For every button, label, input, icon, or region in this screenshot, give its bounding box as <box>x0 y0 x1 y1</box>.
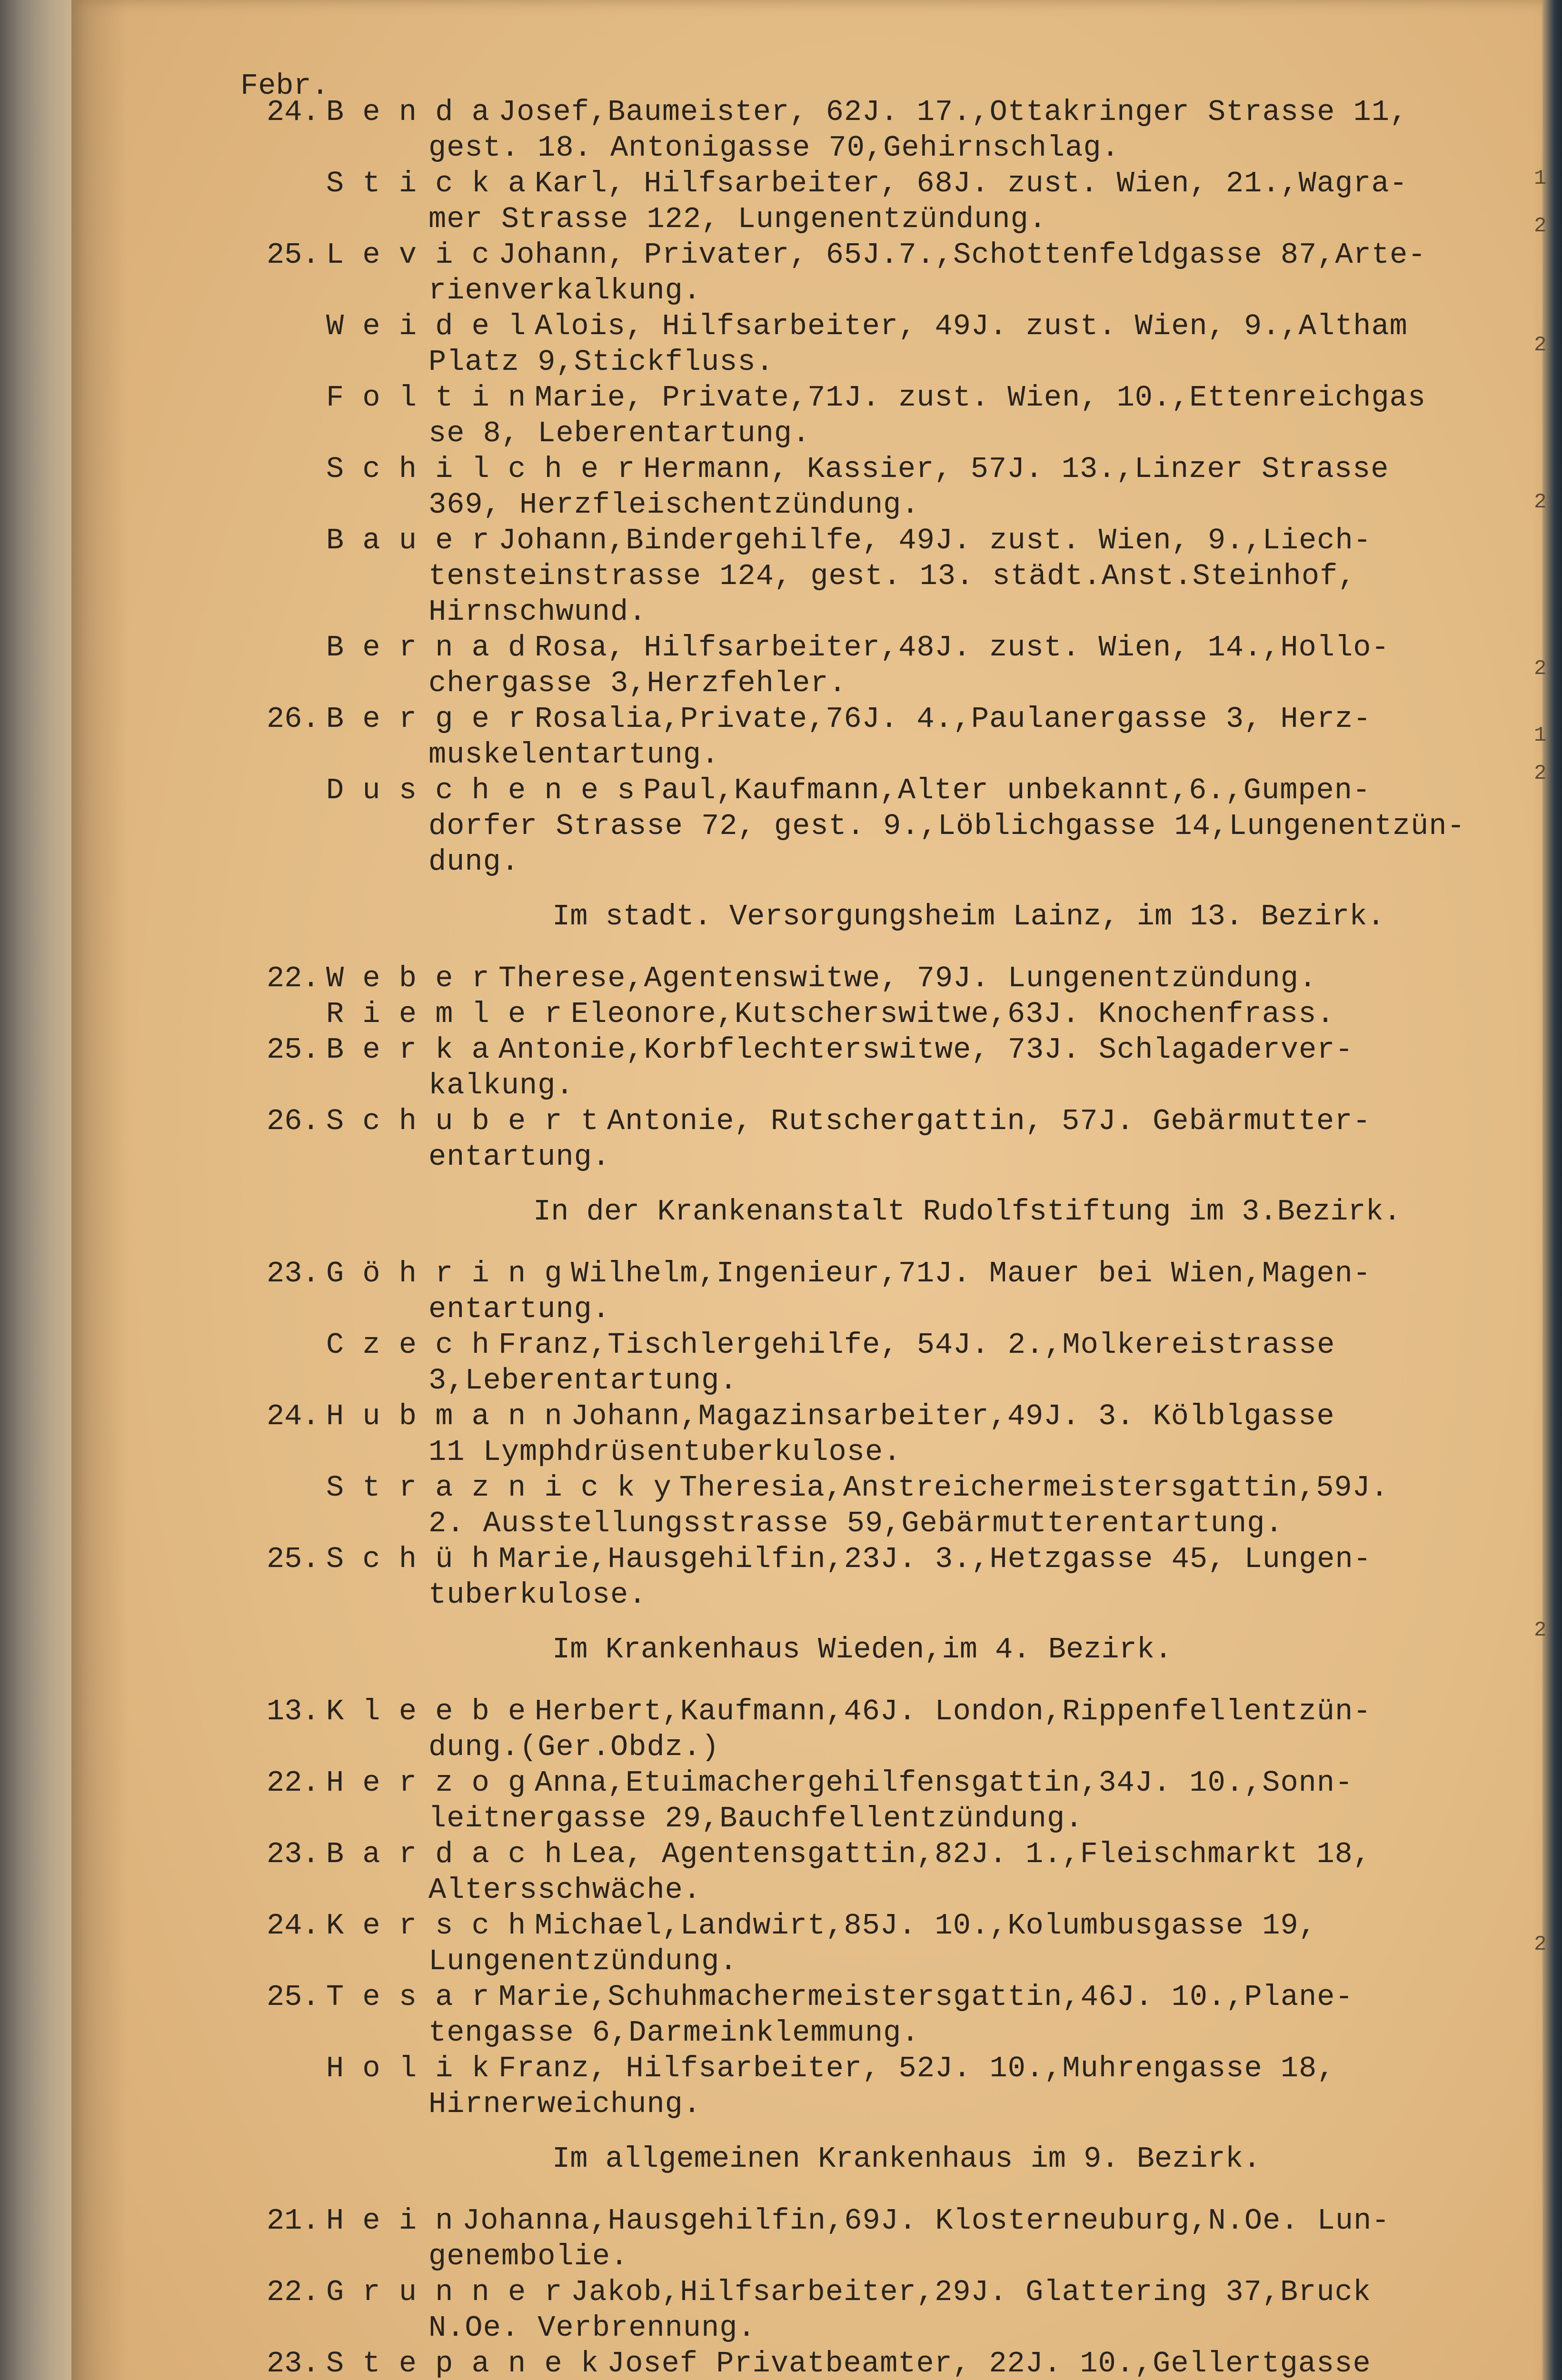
entry-text: Johanna,Hausgehilfin,69J. Klosterneuburg,N.Oe. Lun- <box>462 2204 1390 2238</box>
entry-continuation: gest. 18. Antonigasse 70,Gehirnschlag. <box>428 131 1120 165</box>
entry-text: Rosalia,Private,76J. 4.,Paulanergasse 3, Herz- <box>535 702 1372 736</box>
entry-name: B e n d a <box>326 95 490 129</box>
entry-name: H e i n <box>326 2204 454 2238</box>
margin-mark: 2 <box>1534 657 1547 681</box>
margin-mark: 2 <box>1534 333 1547 357</box>
entry-continuation: tengasse 6,Darmeinklemmung. <box>428 2016 920 2050</box>
entry-continuation: Hirnerweichung. <box>428 2087 702 2121</box>
entry-continuation: leitnergasse 29,Bauchfellentzündung. <box>428 1802 1084 1835</box>
entry-name: B a u e r <box>326 524 490 557</box>
entry-day: 24. <box>267 95 320 129</box>
entry-name: H o l i k <box>326 2052 490 2085</box>
entry-day: 23. <box>267 1257 320 1290</box>
entry-name: S c h i l c h e r <box>326 452 636 486</box>
entry-continuation: muskelentartung. <box>428 738 720 772</box>
entry-name: K l e e b e <box>326 1695 527 1728</box>
entry-text: Marie, Private,71J. zust. Wien, 10.,Ettenreichgas <box>535 381 1426 415</box>
entry-text: Alois, Hilfsarbeiter, 49J. zust. Wien, 9.,Altham <box>535 309 1408 343</box>
entry-text: Michael,Landwirt,85J. 10.,Kolumbusgasse 19, <box>535 1909 1317 1943</box>
entry-name: K e r s c h <box>326 1909 527 1943</box>
margin-mark: 2 <box>1534 214 1547 238</box>
entry-day: 22. <box>267 2275 320 2309</box>
section-heading: Im allgemeinen Krankenhaus im 9. Bezirk. <box>552 2142 1261 2176</box>
entry-text: Theresia,Anstreichermeistersgattin,59J. <box>679 1471 1389 1505</box>
margin-mark: 2 <box>1534 490 1547 514</box>
entry-continuation: genembolie. <box>428 2240 629 2273</box>
entry-continuation: rienverkalkung. <box>428 274 702 307</box>
entry-day: 25. <box>267 1542 320 1576</box>
entry-text: Josef Privatbeamter, 22J. 10.,Gellertgasse <box>607 2347 1371 2380</box>
margin-mark: 2 <box>1534 762 1547 785</box>
entry-name: W e i d e l <box>326 309 527 343</box>
margin-mark: 2 <box>1534 1933 1547 1956</box>
entry-text: Antonie,Korbflechterswitwe, 73J. Schlagaderver- <box>498 1033 1353 1067</box>
entry-continuation: dung.(Ger.Obdz.) <box>428 1730 720 1764</box>
entry-continuation: mer Strasse 122, Lungenentzündung. <box>428 202 1047 236</box>
section-heading: Im stadt. Versorgungsheim Lainz, im 13. Bezirk. <box>552 900 1385 933</box>
entry-name: G ö h r i n g <box>326 1257 563 1290</box>
entry-continuation: dorfer Strasse 72, gest. 9.,Löblichgasse 14,Lungenentzün- <box>428 809 1465 843</box>
entry-name: B e r n a d <box>326 631 527 664</box>
entry-text: Lea, Agentensgattin,82J. 1.,Fleischmarkt 18, <box>571 1837 1372 1871</box>
entry-day: 13. <box>267 1695 320 1728</box>
entry-name: T e s a r <box>326 1980 490 2014</box>
section-heading: In der Krankenanstalt Rudolfstiftung im 3.Bezirk. <box>533 1195 1402 1229</box>
entry-name: W e b e r <box>326 962 490 995</box>
entry-continuation: 2. Ausstellungsstrasse 59,Gebärmutterentartung. <box>428 1507 1283 1540</box>
entry-name: B a r d a c h <box>326 1837 563 1871</box>
entry-continuation: se 8, Leberentartung. <box>428 416 811 450</box>
entry-text: Karl, Hilfsarbeiter, 68J. zust. Wien, 21.,Wagra- <box>535 167 1408 200</box>
entry-text: Eleonore,Kutscherswitwe,63J. Knochenfrass. <box>571 997 1335 1031</box>
entry-text: Herbert,Kaufmann,46J. London,Rippenfellentzün- <box>535 1695 1372 1728</box>
entry-day: 25. <box>267 238 320 272</box>
entry-name: C z e c h <box>326 1328 490 1362</box>
entry-text: Franz, Hilfsarbeiter, 52J. 10.,Muhrengasse 18, <box>498 2052 1335 2085</box>
entry-name: B e r g e r <box>326 702 527 736</box>
entry-continuation: N.Oe. Verbrennung. <box>428 2311 756 2345</box>
entry-continuation: Hirnschwund. <box>428 595 647 629</box>
entry-name: S t r a z n i c k y <box>326 1471 672 1505</box>
entry-continuation: chergasse 3,Herzfehler. <box>428 666 847 700</box>
entry-name: S t e p a n e k <box>326 2347 599 2380</box>
entry-text: Johann,Bindergehilfe, 49J. zust. Wien, 9.,Liech- <box>498 524 1372 557</box>
entry-name: R i e m l e r <box>326 997 563 1031</box>
entry-day: 22. <box>267 962 320 995</box>
entry-name: S c h u b e r t <box>326 1104 599 1138</box>
entry-day: 25. <box>267 1980 320 2014</box>
entry-text: Therese,Agentenswitwe, 79J. Lungenentzündung. <box>498 962 1317 995</box>
entry-continuation: Lungenentzündung. <box>428 1944 738 1978</box>
entry-name: H e r z o g <box>326 1766 527 1800</box>
entry-continuation: tuberkulose. <box>428 1578 647 1612</box>
entry-text: Marie,Hausgehilfin,23J. 3.,Hetzgasse 45, Lungen- <box>498 1542 1372 1576</box>
entry-day: 25. <box>267 1033 320 1067</box>
entry-continuation: entartung. <box>428 1292 611 1326</box>
entry-day: 23. <box>267 1837 320 1871</box>
entry-continuation: kalkung. <box>428 1069 574 1102</box>
entry-text: Rosa, Hilfsarbeiter,48J. zust. Wien, 14.,Hollo- <box>535 631 1390 664</box>
section-heading: Im Krankenhaus Wieden,im 4. Bezirk. <box>552 1633 1173 1666</box>
entry-text: Josef,Baumeister, 62J. 17.,Ottakringer Strasse 11, <box>498 95 1408 129</box>
entry-continuation: tensteinstrasse 124, gest. 13. städt.Anst.Steinhof, <box>428 559 1356 593</box>
entry-continuation: Platz 9,Stickfluss. <box>428 345 774 379</box>
entry-text: Marie,Schuhmachermeistersgattin,46J. 10.,Plane- <box>498 1980 1353 2014</box>
entry-text: Franz,Tischlergehilfe, 54J. 2.,Molkereistrasse <box>498 1328 1335 1362</box>
entry-day: 23. <box>267 2347 320 2380</box>
entry-text: Jakob,Hilfsarbeiter,29J. Glattering 37,Bruck <box>571 2275 1372 2309</box>
entry-continuation: 369, Herzfleischentzündung. <box>428 488 920 522</box>
entry-text: Johann, Privater, 65J.7.,Schottenfeldgasse 87,Arte- <box>498 238 1426 272</box>
entry-continuation: Altersschwäche. <box>428 1873 702 1907</box>
entry-name: H u b m a n n <box>326 1399 563 1433</box>
entry-continuation: entartung. <box>428 1140 611 1174</box>
entry-text: Paul,Kaufmann,Alter unbekannt,6.,Gumpen- <box>643 774 1371 807</box>
entry-text: Johann,Magazinsarbeiter,49J. 3. Kölblgasse <box>571 1399 1335 1433</box>
margin-mark: 1 <box>1534 167 1547 190</box>
month-header: Febr. <box>240 69 329 103</box>
entry-name: S c h ü h <box>326 1542 490 1576</box>
entry-name: F o l t i n <box>326 381 527 415</box>
entry-day: 22. <box>267 1766 320 1800</box>
entry-day: 26. <box>267 1104 320 1138</box>
entry-text: Antonie, Rutschergattin, 57J. Gebärmutter- <box>607 1104 1371 1138</box>
entry-name: D u s c h e n e s <box>326 774 636 807</box>
entry-continuation: 11 Lymphdrüsentuberkulose. <box>428 1435 902 1469</box>
entry-day: 24. <box>267 1909 320 1943</box>
entry-name: S t i c k a <box>326 167 527 200</box>
entry-name: B e r k a <box>326 1033 490 1067</box>
entry-name: L e v i c <box>326 238 490 272</box>
entry-text: Anna,Etuimachergehilfensgattin,34J. 10.,Sonn- <box>535 1766 1353 1800</box>
entry-day: 24. <box>267 1399 320 1433</box>
entry-day: 21. <box>267 2204 320 2238</box>
margin-mark: 2 <box>1534 1618 1547 1642</box>
margin-mark: 1 <box>1534 724 1547 747</box>
entry-text: Hermann, Kassier, 57J. 13.,Linzer Strasse <box>643 452 1389 486</box>
entry-day: 26. <box>267 702 320 736</box>
entry-continuation: 3,Leberentartung. <box>428 1364 738 1398</box>
entry-name: G r u n n e r <box>326 2275 563 2309</box>
entry-text: Wilhelm,Ingenieur,71J. Mauer bei Wien,Magen- <box>571 1257 1372 1290</box>
entry-continuation: dung. <box>428 845 520 879</box>
